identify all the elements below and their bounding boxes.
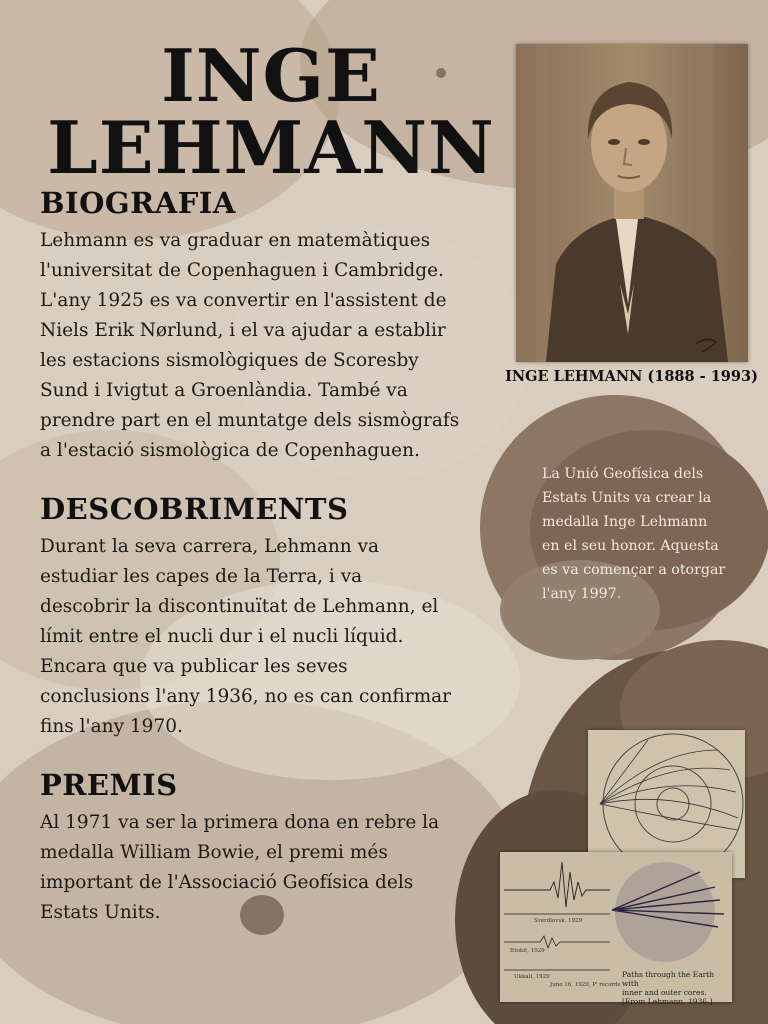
biografia-text bbox=[40, 226, 495, 466]
premis-line: important de l'Associació Geofísica dels bbox=[40, 872, 414, 893]
title-line-2: LEHMANN bbox=[47, 105, 495, 190]
seismogram-label: Sverdlovsk, 1929 bbox=[534, 918, 583, 924]
seismogram-label: Ukkali, 1929 bbox=[514, 974, 550, 980]
biografia-line: Lehmann es va graduar en matemàtiques bbox=[40, 230, 431, 251]
note-line: l'any 1997. bbox=[542, 586, 622, 602]
descobriments-heading: DESCOBRIMENTS bbox=[40, 492, 349, 526]
biografia-line: a l'estació sismològica de Copenhaguen. bbox=[40, 440, 420, 461]
seismogram-label: June 16, 1929, P' records bbox=[550, 982, 621, 988]
note-line: Estats Units va crear la bbox=[542, 490, 712, 506]
biografia-line: L'any 1925 es va convertir en l'assistent de bbox=[40, 290, 447, 311]
premis-heading: PREMIS bbox=[40, 768, 178, 802]
premis-line: medalla William Bowie, el premi més bbox=[40, 842, 388, 863]
diagram-caption-line: [From Lehmann, 1936.] bbox=[622, 997, 713, 1006]
note-line: medalla Inge Lehmann bbox=[542, 514, 708, 530]
biografia-heading: BIOGRAFIA bbox=[40, 186, 236, 220]
portrait-photo bbox=[516, 44, 748, 362]
descobriments-line: conclusions l'any 1936, no es can confirmar bbox=[40, 686, 452, 707]
note-line: La Unió Geofísica dels bbox=[542, 466, 704, 482]
biografia-line: les estacions sismològiques de Scoresby bbox=[40, 350, 419, 371]
portrait-illustration bbox=[516, 44, 748, 362]
descobriments-text bbox=[40, 532, 495, 742]
photo-caption: INGE LEHMANN (1888 - 1993) bbox=[505, 368, 758, 385]
diagram-caption bbox=[622, 970, 727, 1006]
note-line: es va començar a otorgar bbox=[542, 562, 726, 578]
seismogram-label: Ittokit, 1929 bbox=[510, 948, 545, 954]
descobriments-line: Encara que va publicar les seves bbox=[40, 656, 348, 677]
premis-line: Estats Units. bbox=[40, 902, 161, 923]
biografia-line: l'universitat de Copenhaguen i Cambridge. bbox=[40, 260, 444, 281]
biografia-line: prendre part en el muntatge dels sismògrafs bbox=[40, 410, 460, 431]
premis-line: Al 1971 va ser la primera dona en rebre la bbox=[40, 812, 440, 833]
diagram-caption-line: Paths through the Earth with bbox=[622, 970, 715, 988]
medal-note bbox=[542, 462, 742, 606]
biografia-line: Sund i Ivigtut a Groenlàndia. També va bbox=[40, 380, 408, 401]
descobriments-line: fins l'any 1970. bbox=[40, 716, 183, 737]
seismogram-diagram bbox=[500, 852, 732, 1006]
descobriments-line: límit entre el nucli dur i el nucli líquid. bbox=[40, 626, 404, 647]
title-line-1: INGE bbox=[161, 33, 381, 118]
biografia-line: Niels Erik Nørlund, i el va ajudar a establir bbox=[40, 320, 446, 341]
diagram-caption-line: inner and outer cores. bbox=[622, 988, 707, 997]
page-title bbox=[40, 33, 502, 190]
descobriments-line: descobrir la discontinuïtat de Lehmann, el bbox=[40, 596, 439, 617]
descobriments-line: estudiar les capes de la Terra, i va bbox=[40, 566, 363, 587]
descobriments-line: Durant la seva carrera, Lehmann va bbox=[40, 536, 380, 557]
premis-text bbox=[40, 808, 495, 928]
note-line: en el seu honor. Aquesta bbox=[542, 538, 719, 554]
